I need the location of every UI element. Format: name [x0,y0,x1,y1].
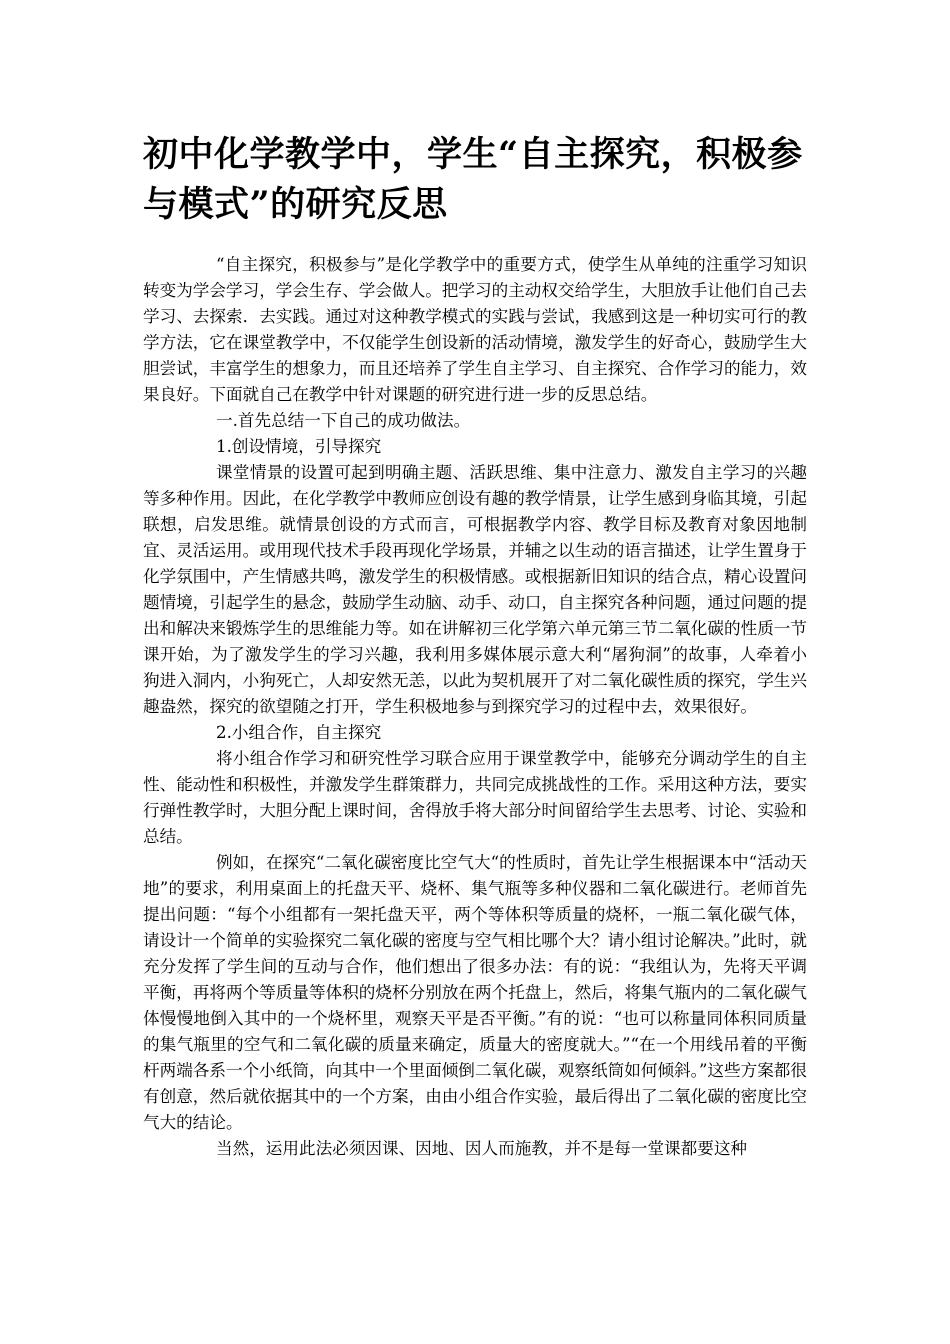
paragraph-intro: “自主探究，积极参与”是化学教学中的重要方式，使学生从单纯的注重学习知识转变为学会学习，学会生存、学会做人。把学习的主动权交给学生，大胆放手让他们自己去学习、去探索．去实践。通过对这种教学模式的实践与尝试，我感到这是一种切实可行的教学方法，它在课堂教学中，不仅能学生创设新的活动情境，激发学生的好奇心，鼓励学生大胆尝试，丰富学生的想象力，而且还培养了学生自主学习、自主探究、合作学习的能力，效果良好。下面就自己在教学中针对课题的研究进行进一步的反思总结。 [143,255,807,404]
subheading-2: 2.小组合作，自主探究 [216,723,382,742]
paragraph-situation: 课堂情景的设置可起到明确主题、活跃思维、集中注意力、激发自主学习的兴趣等多种作用。因此，在化学教学中教师应创设有趣的教学情景，让学生感到身临其境，引起联想，启发思维。就情景创设的方式而言，可根据教学内容、教学目标及教育对象因地制宜、灵活运用。或用现代技术手段再现化学场景，并辅之以生动的语言描述，让学生置身于化学氛围中，产生情感共鸣，激发学生的积极情感。或根据新旧知识的结合点，精心设置问题情境，引起学生的悬念，鼓励学生动脑、动手、动口，自主探究各种问题，通过问题的提出和解决来锻炼学生的思维能力等。如在讲解初三化学第六单元第三节二氧化碳的性质一节课开始，为了激发学生的学习兴趣，我利用多媒体展示意大利“屠狗洞”的故事，人牵着小狗进入洞内，小狗死亡，人却安然无恙，以此为契机展开了对二氧化碳性质的探究，学生兴趣盎然，探究的欲望随之打开，学生积极地参与到探究学习的过程中去，效果很好。 [143,463,807,716]
paragraph-closing: 当然，运用此法必须因课、因地、因人而施教，并不是每一堂课都要这种 [216,1139,748,1158]
section-heading-1: 一.首先总结一下自己的成功做法。 [216,411,471,430]
paragraph-example: 例如，在探究“二氧化碳密度比空气大“的性质时，首先让学生根据课本中“活动天地”的要求，利用桌面上的托盘天平、烧杯、集气瓶等多种仪器和二氧化碳进行。老师首先提出问题：“每个小组都有一架托盘天平，两个等体积等质量的烧杯，一瓶二氧化碳气体，请设计一个简单的实验探究二氧化碳的密度与空气相比哪个大？请小组讨论解决。”此时，就充分发挥了学生间的互动与合作，他们想出了很多办法：有的说：“我组认为，先将天平调平衡，再将两个等质量等体积的烧杯分别放在两个托盘上，然后，将集气瓶内的二氧化碳气体慢慢地倒入其中的一个烧杯里，观察天平是否平衡。”有的说：“也可以称量同体积同质量的集气瓶里的空气和二氧化碳的质量来确定，质量大的密度就大。”“在一个用线吊着的平衡杆两端各系一个小纸筒，向其中一个里面倾倒二氧化碳，观察纸筒如何倾斜。”这些方案都很有创意，然后就依据其中的一个方案，由由小组合作实验，最后得出了二氧化碳的密度比空气大的结论。 [143,853,807,1132]
paragraph-group-work: 将小组合作学习和研究性学习联合应用于课堂教学中，能够充分调动学生的自主性、能动性和积极性，并激发学生群策群力，共同完成挑战性的工作。采用这种方法，要实行弹性教学时，大胆分配上课时间，舍得放手将大部分时间留给学生去思考、讨论、实验和总结。 [143,749,807,846]
document-page [143,130,807,1162]
document-title: 初中化学教学中，学生“自主探究，积极参与模式”的研究反思 [143,134,803,225]
subheading-1: 1.创设情境，引导探究 [216,437,382,456]
document-body [143,252,807,1162]
